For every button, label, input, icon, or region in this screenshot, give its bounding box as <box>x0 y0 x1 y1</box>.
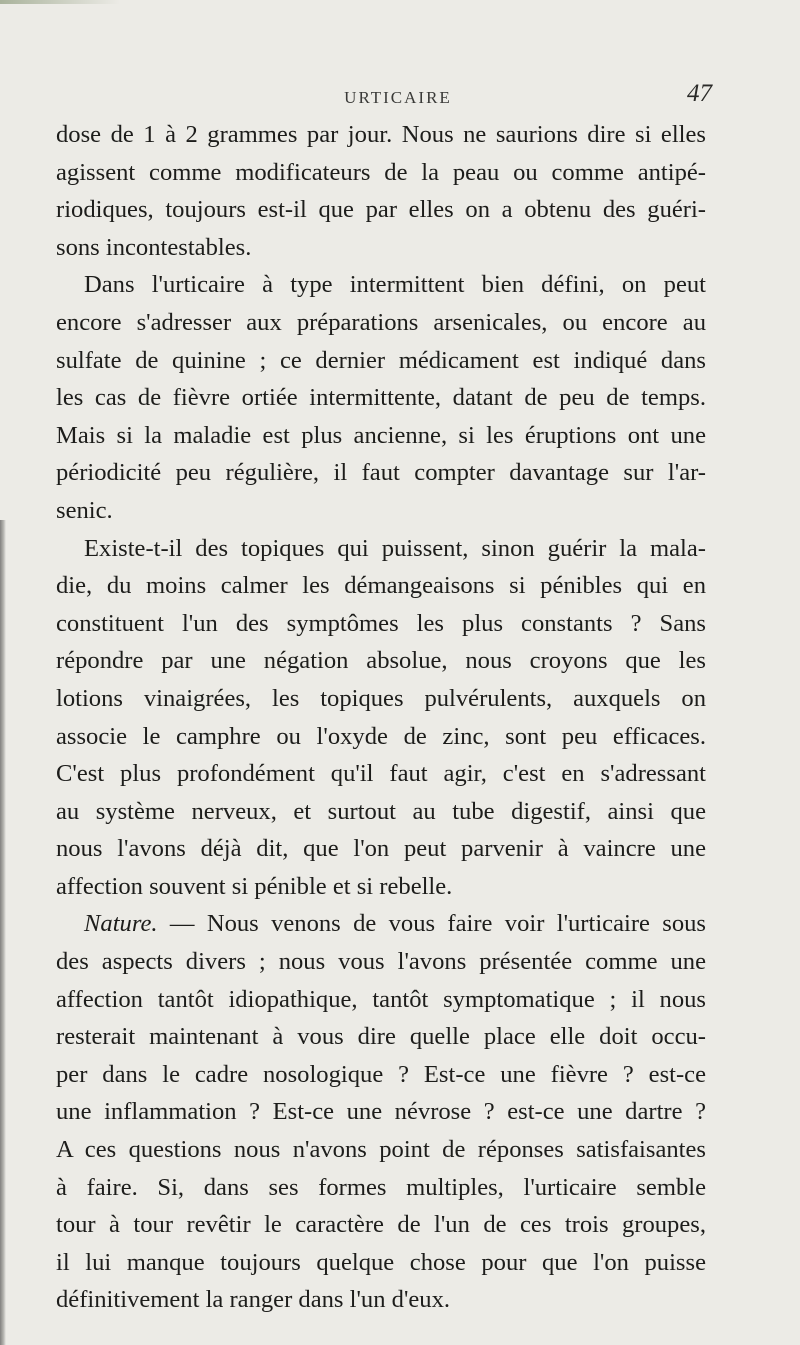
text-line: agissent comme modificateurs de la peau ou comme antipé- <box>56 158 706 186</box>
text-line: sulfate de quinine ; ce dernier médicament est indiqué dans <box>56 346 706 374</box>
text-line: au système nerveux, et surtout au tube digestif, ainsi que <box>56 797 706 825</box>
text-line: constituent l'un des symptômes les plus constants ? Sans <box>56 609 706 637</box>
text-line: affection souvent si pénible et si rebelle. <box>56 872 453 900</box>
text-line: per dans le cadre nosologique ? Est-ce une fièvre ? est-ce <box>56 1060 706 1088</box>
text-line: des aspects divers ; nous vous l'avons présentée comme une <box>56 948 706 976</box>
body-text <box>56 116 706 1319</box>
page-number: 47 <box>687 80 712 107</box>
text-line: encore s'adresser aux préparations arsenicales, ou encore au <box>56 308 706 336</box>
text-line: les cas de fièvre ortiée intermittente, datant de peu de temps. <box>56 384 706 412</box>
text-line: tour à tour revêtir le caractère de l'un de ces trois groupes, <box>56 1211 706 1239</box>
running-head <box>0 80 800 118</box>
text-line: resterait maintenant à vous dire quelle place elle doit occu- <box>56 1023 706 1051</box>
text-line: A ces questions nous n'avons point de réponses satisfaisantes <box>56 1136 706 1164</box>
running-title: URTICAIRE <box>344 88 452 107</box>
text-line: à faire. Si, dans ses formes multiples, l'urticaire semble <box>56 1173 706 1201</box>
text-line: répondre par une négation absolue, nous croyons que les <box>56 647 706 675</box>
binding-edge-shadow <box>0 520 6 1345</box>
text-line: Dans l'urticaire à type intermittent bien défini, on peut <box>84 271 706 299</box>
text-line: nous l'avons déjà dit, que l'on peut parvenir à vaincre une <box>56 835 706 863</box>
text-line: riodiques, toujours est-il que par elles on a obtenu des guéri- <box>56 196 706 224</box>
text-line-content: — Nous venons de vous faire voir l'urticaire sous <box>157 910 706 938</box>
text-line: sons incontestables. <box>56 233 252 261</box>
text-line: définitivement la ranger dans l'un d'eux. <box>56 1286 451 1314</box>
text-line <box>56 905 706 943</box>
text-line: Existe-t-il des topiques qui puissent, sinon guérir la mala- <box>84 534 706 562</box>
text-line: C'est plus profondément qu'il faut agir, c'est en s'adressant <box>56 760 706 788</box>
text-line: dose de 1 à 2 grammes par jour. Nous ne saurions dire si elles <box>56 121 706 148</box>
text-line: associe le camphre ou l'oxyde de zinc, sont peu efficaces. <box>56 722 706 750</box>
page-fold-shadow <box>0 0 120 4</box>
section-heading-nature: Nature. <box>84 910 158 938</box>
text-line: périodicité peu régulière, il faut compter davantage sur l'ar- <box>56 459 706 487</box>
text-line: senic. <box>56 496 113 524</box>
text-line: il lui manque toujours quelque chose pour que l'on puisse <box>56 1248 706 1276</box>
text-line: une inflammation ? Est-ce une névrose ? est-ce une dartre ? <box>56 1098 706 1126</box>
text-line: die, du moins calmer les démangeaisons si pénibles qui en <box>56 572 706 600</box>
text-line: lotions vinaigrées, les topiques pulvérulents, auxquels on <box>56 684 706 712</box>
text-line: affection tantôt idiopathique, tantôt symptomatique ; il nous <box>56 985 706 1013</box>
text-line: Mais si la maladie est plus ancienne, si les éruptions ont une <box>56 421 706 449</box>
